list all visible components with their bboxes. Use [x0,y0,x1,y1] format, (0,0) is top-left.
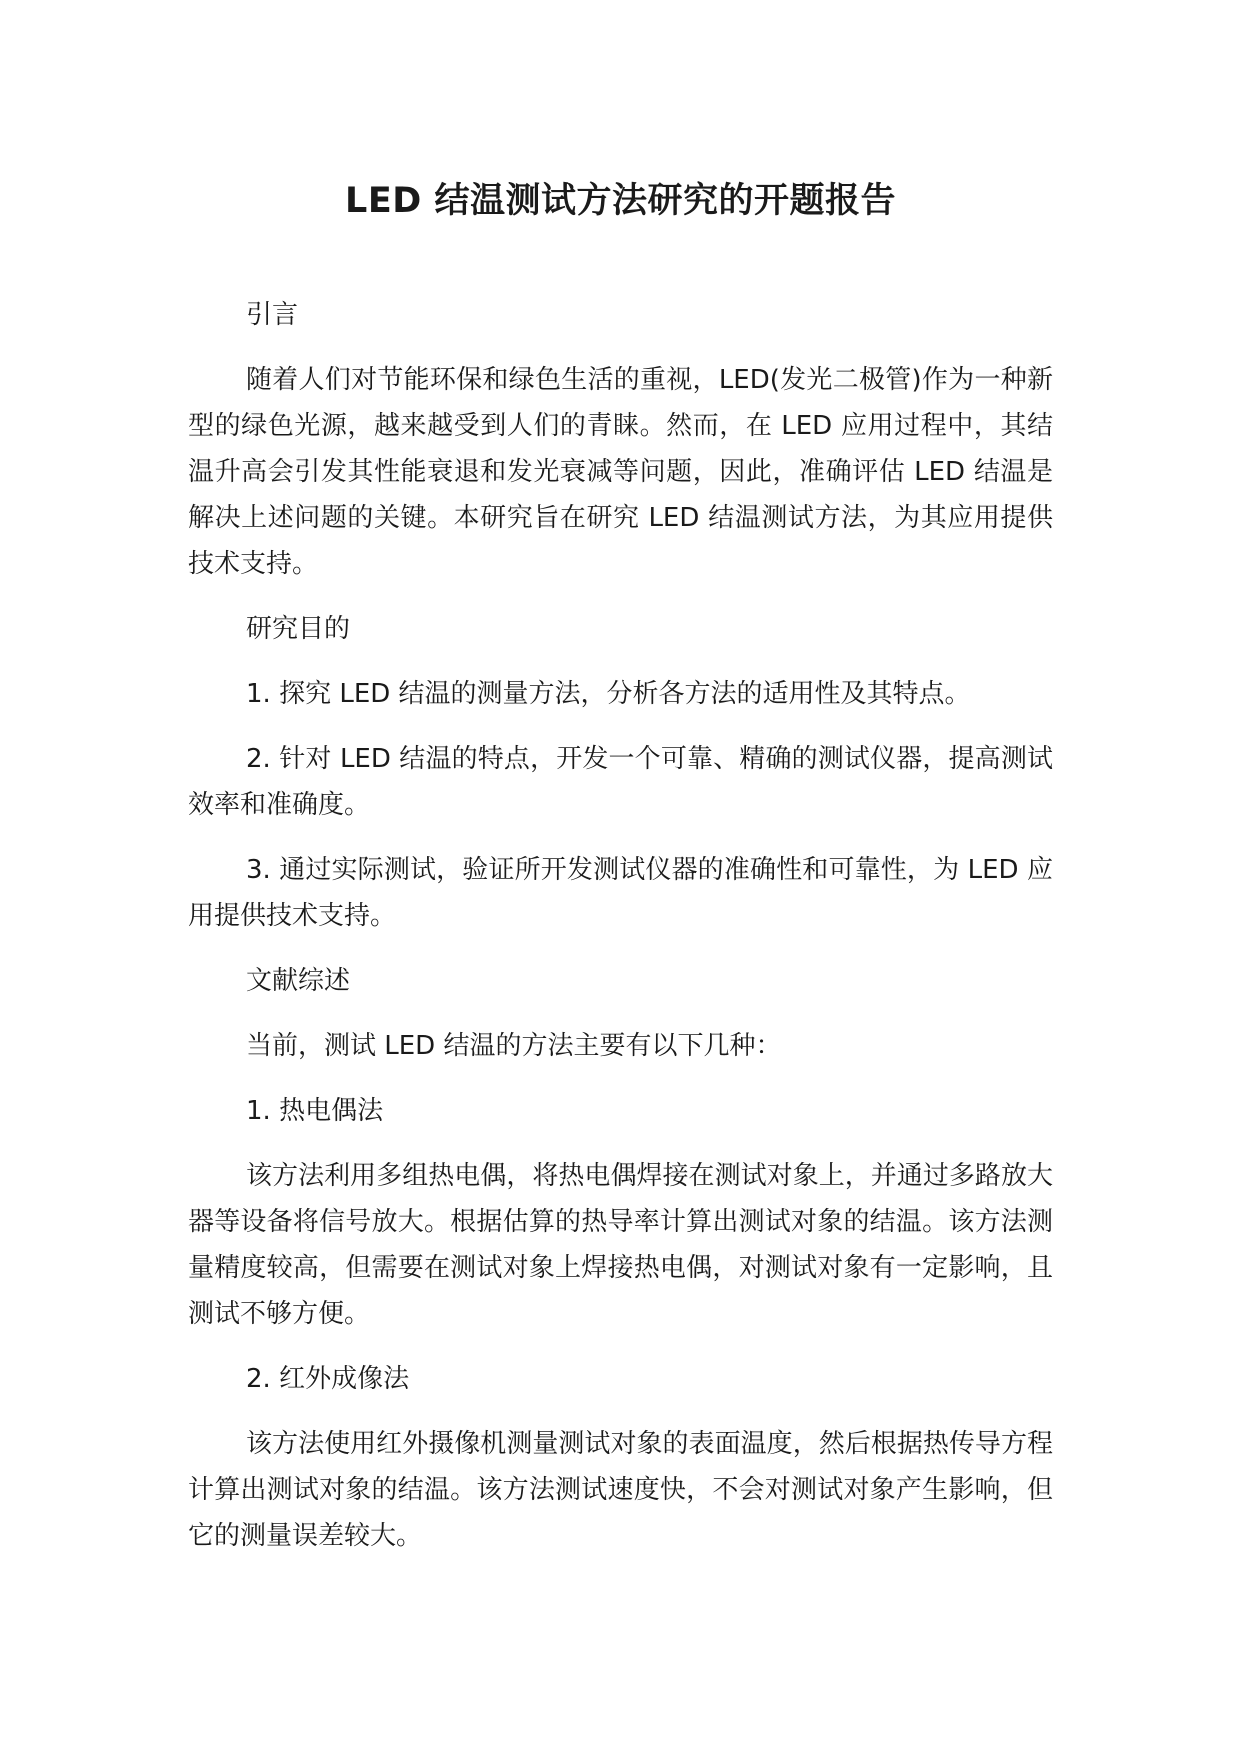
method-paragraph-thermocouple: 该方法利用多组热电偶，将热电偶焊接在测试对象上，并通过多路放大器等设备将信号放大。根据估算的热导率计算出测试对象的结温。该方法测量精度较高，但需要在测试对象上焊接热电偶，对测试对象有一定影响，且测试不够方便。 [188,1161,1053,1329]
objective-item-1: 1. 探究 LED 结温的测量方法，分析各方法的适用性及其特点。 [246,679,971,709]
introduction-paragraph: 随着人们对节能环保和绿色生活的重视，LED(发光二极管)作为一种新型的绿色光源，越来越受到人们的青睐。然而，在 LED 应用过程中，其结温升高会引发其性能衰退和发光衰减等问题，因此，准确评估 LED 结温是解决上述问题的关键。本研究旨在研究 LED 结温测试方法，为其应用提供技术支持。 [188,365,1053,579]
literature-intro-paragraph: 当前，测试 LED 结温的方法主要有以下几种： [246,1031,782,1061]
section-heading-objectives: 研究目的 [246,614,351,644]
document-body [188,292,1053,1578]
objective-item-2: 2. 针对 LED 结温的特点，开发一个可靠、精确的测试仪器，提高测试效率和准确度。 [188,744,1053,820]
section-heading-introduction: 引言 [246,300,299,330]
section-heading-literature-review: 文献综述 [246,966,351,996]
objective-item-3: 3. 通过实际测试，验证所开发测试仪器的准确性和可靠性，为 LED 应用提供技术支持。 [188,855,1053,931]
method-paragraph-infrared: 该方法使用红外摄像机测量测试对象的表面温度，然后根据热传导方程计算出测试对象的结温。该方法测试速度快，不会对测试对象产生影响，但它的测量误差较大。 [188,1429,1053,1551]
document-title: LED 结温测试方法研究的开题报告 [345,181,896,221]
method-heading-infrared: 2. 红外成像法 [246,1364,410,1394]
method-heading-thermocouple: 1. 热电偶法 [246,1096,384,1126]
